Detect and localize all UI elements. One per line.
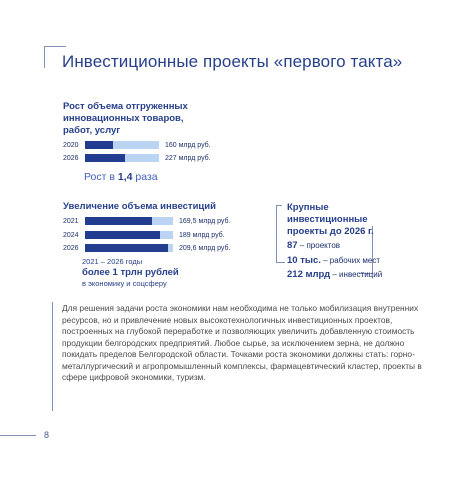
- projects-heading-line: Крупные: [287, 202, 329, 213]
- page-number: 8: [44, 430, 50, 440]
- projects-heading: [287, 202, 374, 238]
- shipment-bar-row: [63, 140, 211, 150]
- bracket-decoration: [277, 262, 285, 263]
- footer-rule: [0, 435, 36, 436]
- investment-bar-row: [63, 243, 230, 253]
- shipment-heading: [63, 101, 188, 137]
- projects-heading-line: проекты до 2026 г.: [287, 226, 374, 237]
- shipment-bar-row: [63, 153, 211, 163]
- bar-fill: [85, 141, 113, 149]
- note-tail: в экономику и соцсферу: [82, 279, 167, 288]
- title-corner-mark-top: [44, 46, 66, 47]
- investment-heading: Увеличение объема инвестиций: [63, 201, 216, 212]
- bar-track: [85, 141, 159, 149]
- bracket-decoration: [276, 205, 277, 263]
- investment-bar-row: [63, 230, 225, 240]
- bar-value-label: 189 млрд руб.: [179, 231, 225, 239]
- shipment-heading-line: инновационных товаров,: [63, 113, 184, 124]
- bar-year-label: 2026: [63, 244, 79, 252]
- bar-year-label: 2021: [63, 217, 79, 225]
- projects-stat: [287, 240, 340, 251]
- bar-value-label: 227 млрд руб.: [165, 154, 211, 162]
- stat-value: 10 тыс.: [287, 255, 321, 266]
- bar-year-label: 2024: [63, 231, 79, 239]
- growth-prefix: Рост в: [84, 171, 118, 183]
- body-paragraph: Для решения задачи роста экономики нам необходима не только мобилизация внутренних ресурсов, но и привлечение новых высокотехнологичных инвестиционных проектов, построенных на глубокой переработке и позволяющих увеличить добавленную стоимость продукции белгородских предприятий. Любое сырье, за исключением зерна, не должно покидать пределов Белгородской области. Точками роста экономики должны стать: горно-металлургический и агропромышленный комплексы, фармацевтический кластер, проекты в сфере цифровой экономики, туризм.: [62, 303, 422, 382]
- growth-value: 1,4: [117, 171, 133, 183]
- text-accent-line: [52, 302, 53, 411]
- bar-value-label: 160 млрд руб.: [165, 141, 211, 149]
- shipment-heading-line: Рост объема отгруженных: [63, 101, 188, 112]
- bar-track: [85, 154, 159, 162]
- bar-value-label: 169,5 млрд руб.: [179, 217, 231, 225]
- bar-year-label: 2026: [63, 154, 79, 162]
- projects-heading-line: инвестиционные: [287, 214, 368, 225]
- investment-note: [82, 257, 179, 289]
- investment-bar-row: [63, 216, 230, 226]
- stat-value: 212 млрд: [287, 269, 331, 280]
- page-title: Инвестиционные проекты «первого такта»: [62, 52, 403, 71]
- bar-fill: [85, 217, 152, 225]
- bar-fill: [85, 244, 168, 252]
- bar-track: [85, 231, 173, 239]
- bar-track: [85, 217, 173, 225]
- growth-caption: [84, 171, 158, 183]
- stat-text: – инвестиций: [330, 270, 383, 279]
- stat-value: 87: [287, 240, 298, 251]
- stat-text: – проектов: [297, 241, 341, 250]
- title-corner-mark: [44, 46, 45, 68]
- note-years: 2021 – 2026 годы: [82, 257, 143, 266]
- projects-stat: [287, 255, 380, 266]
- bar-fill: [85, 231, 160, 239]
- bar-year-label: 2020: [63, 141, 79, 149]
- growth-suffix: раза: [132, 171, 158, 183]
- projects-stat: [287, 269, 382, 280]
- bar-fill: [85, 154, 125, 162]
- bar-track: [85, 244, 173, 252]
- bar-value-label: 209,6 млрд руб.: [179, 244, 231, 252]
- stat-text: – рабочих мест: [320, 256, 381, 265]
- shipment-heading-line: работ, услуг: [63, 125, 121, 136]
- note-strong: более 1 трлн рублей: [82, 267, 179, 278]
